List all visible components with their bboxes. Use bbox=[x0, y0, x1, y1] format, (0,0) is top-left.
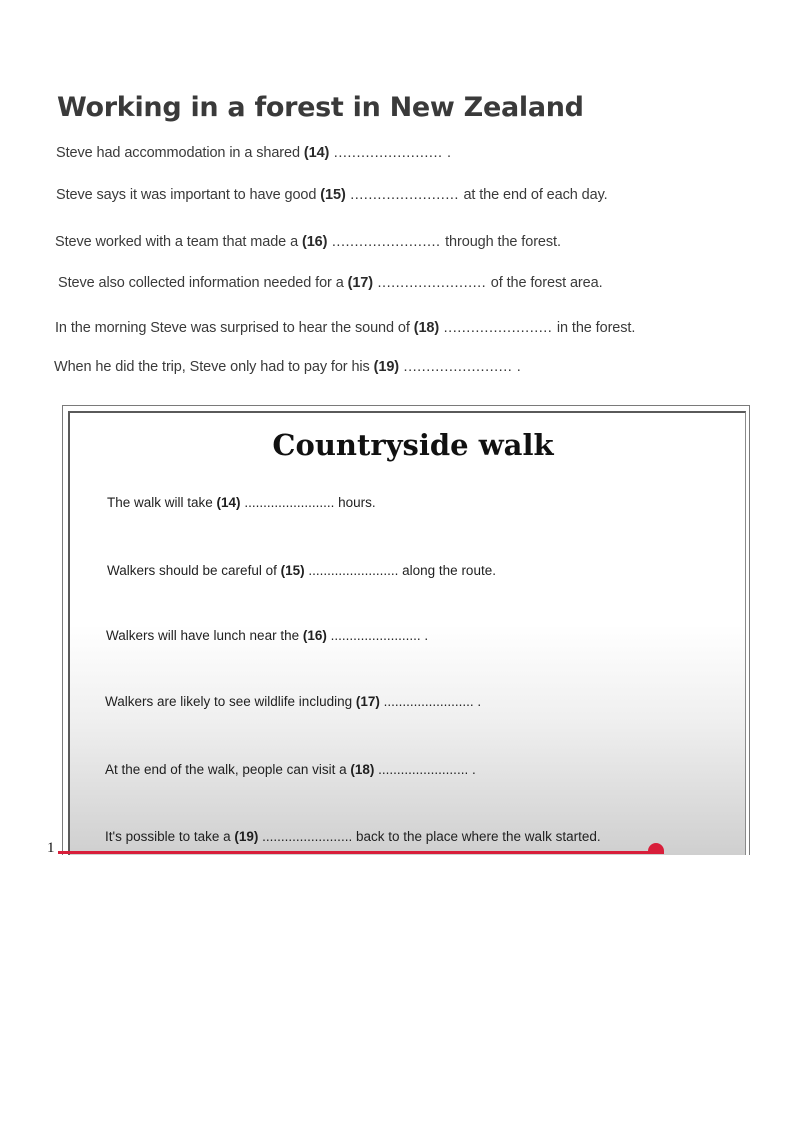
question-number: (17) bbox=[355, 694, 380, 709]
question-number: (18) bbox=[350, 762, 375, 777]
line-text: along the route. bbox=[402, 563, 496, 578]
line-text: back to the place where the walk started. bbox=[355, 829, 601, 844]
walk-line-15 bbox=[107, 563, 496, 578]
line-text: The walk will take bbox=[107, 495, 217, 510]
page-number: 1 bbox=[47, 840, 55, 856]
walk-line-16 bbox=[106, 628, 428, 643]
question-number: (15) bbox=[320, 187, 346, 203]
answer-blank: ........................ bbox=[345, 187, 464, 203]
answer-blank: ........................ bbox=[439, 320, 557, 336]
question-number: (17) bbox=[347, 275, 373, 291]
line-text: . bbox=[424, 628, 429, 643]
sentence-text: in the forest. bbox=[556, 320, 636, 336]
walk-line-18 bbox=[105, 762, 476, 777]
sentence-text: at the end of each day. bbox=[463, 187, 608, 203]
forest-sentence-16 bbox=[55, 234, 561, 250]
sentence-text: of the forest area. bbox=[490, 275, 603, 291]
line-text: Walkers should be careful of bbox=[107, 563, 281, 578]
sentence-text: Steve had accommodation in a shared bbox=[56, 145, 304, 161]
sentence-text: When he did the trip, Steve only had to pay for his bbox=[54, 359, 374, 375]
forest-sentence-15 bbox=[56, 187, 608, 203]
answer-blank: ........................ bbox=[327, 234, 446, 250]
forest-sentence-17 bbox=[58, 275, 603, 291]
question-number: (14) bbox=[216, 495, 241, 510]
answer-blank: ........................ bbox=[258, 829, 356, 844]
sentence-text: In the morning Steve was surprised to hear the sound of bbox=[55, 320, 414, 336]
page-title: Working in a forest in New Zealand bbox=[57, 92, 584, 123]
sentence-text: Steve also collected information needed for a bbox=[58, 275, 348, 291]
walk-line-19 bbox=[105, 829, 601, 844]
line-text: hours. bbox=[338, 495, 376, 510]
walk-box-title: Countryside walk bbox=[272, 428, 554, 462]
forest-sentence-14 bbox=[56, 145, 451, 161]
question-number: (18) bbox=[413, 320, 440, 336]
question-number: (16) bbox=[302, 628, 327, 643]
answer-blank: ........................ bbox=[240, 495, 339, 510]
sentence-text: Steve says it was important to have good bbox=[56, 187, 321, 203]
answer-blank: ........................ bbox=[329, 145, 448, 161]
sentence-text: Steve worked with a team that made a bbox=[55, 234, 302, 250]
answer-blank: ........................ bbox=[373, 275, 491, 291]
line-text: . bbox=[471, 762, 476, 777]
answer-blank: ........................ bbox=[304, 563, 403, 578]
line-text: . bbox=[477, 694, 482, 709]
question-number: (19) bbox=[373, 359, 400, 375]
sentence-text: through the forest. bbox=[445, 234, 561, 250]
answer-blank: ........................ bbox=[399, 359, 517, 375]
question-number: (14) bbox=[303, 145, 330, 161]
question-number: (16) bbox=[301, 234, 328, 250]
sentence-text: . bbox=[516, 359, 521, 375]
forest-sentence-19 bbox=[54, 359, 521, 375]
question-number: (15) bbox=[280, 563, 305, 578]
answer-blank: ........................ bbox=[326, 628, 425, 643]
line-text: Walkers are likely to see wildlife including bbox=[105, 694, 356, 709]
walk-line-14 bbox=[107, 495, 376, 510]
walk-line-17 bbox=[105, 694, 481, 709]
line-text: It's possible to take a bbox=[105, 829, 235, 844]
red-rule-cap bbox=[648, 843, 664, 853]
answer-blank: ........................ bbox=[374, 762, 472, 777]
sentence-text: . bbox=[447, 145, 451, 161]
forest-sentence-18 bbox=[55, 320, 635, 336]
red-rule-line bbox=[58, 851, 664, 854]
line-text: At the end of the walk, people can visit a bbox=[105, 762, 351, 777]
question-number: (19) bbox=[234, 829, 259, 844]
answer-blank: ........................ bbox=[379, 694, 478, 709]
line-text: Walkers will have lunch near the bbox=[106, 628, 303, 643]
